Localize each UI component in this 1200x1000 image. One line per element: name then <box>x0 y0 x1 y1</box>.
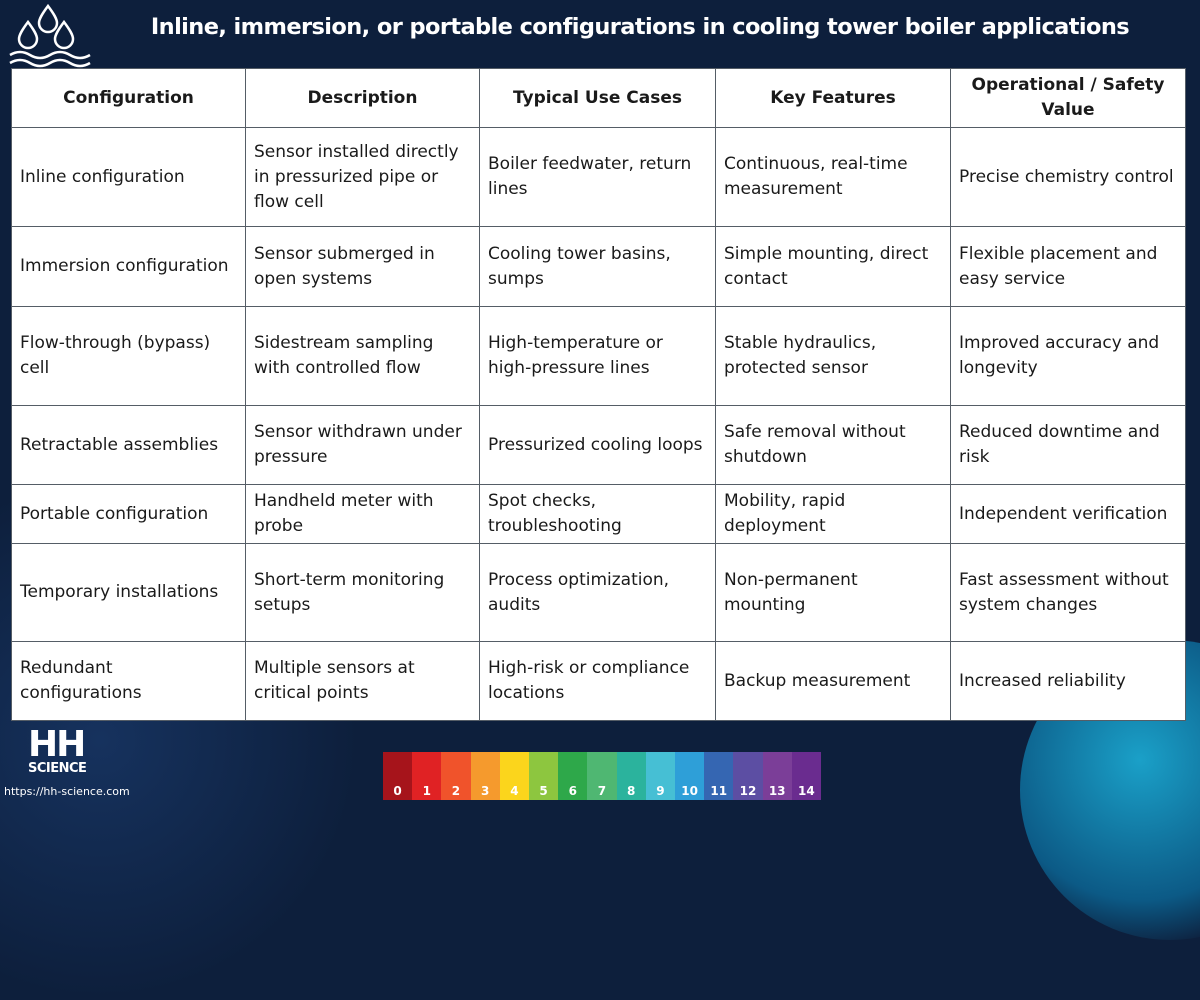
ph-scale-label: 9 <box>656 784 665 798</box>
column-header: Operational / Safety Value <box>951 69 1186 128</box>
ph-scale-label: 1 <box>422 784 431 798</box>
table-cell: Improved accuracy and longevity <box>951 307 1186 406</box>
table-cell: Flow-through (bypass) cell <box>12 307 246 406</box>
ph-scale-label: 4 <box>510 784 519 798</box>
table-cell: Retractable assemblies <box>12 406 246 485</box>
table-cell: Backup measurement <box>716 642 951 721</box>
ph-scale-swatch <box>500 752 529 800</box>
ph-scale-swatch <box>383 752 412 800</box>
configurations-table <box>11 68 1186 721</box>
ph-scale-label: 13 <box>768 784 786 798</box>
table-cell: Simple mounting, direct contact <box>716 227 951 307</box>
table-cell: Pressurized cooling loops <box>480 406 716 485</box>
table-cell: Cooling tower basins, sumps <box>480 227 716 307</box>
brand-logo-text: HH <box>28 724 85 765</box>
ph-scale-swatch <box>587 752 616 800</box>
ph-scale-swatch <box>646 752 675 800</box>
table-cell: Reduced downtime and risk <box>951 406 1186 485</box>
ph-scale-bar <box>383 752 821 800</box>
table-cell: Mobility, rapid deployment <box>716 485 951 544</box>
table-row <box>12 544 1186 642</box>
table-cell: Multiple sensors at critical points <box>246 642 480 721</box>
table-cell: Stable hydraulics, protected sensor <box>716 307 951 406</box>
column-header: Configuration <box>12 69 246 128</box>
column-header: Description <box>246 69 480 128</box>
website-url: https://hh-science.com <box>4 785 130 798</box>
column-header: Key Features <box>716 69 951 128</box>
table-cell: Boiler feedwater, return lines <box>480 128 716 227</box>
ph-scale-swatch <box>675 752 704 800</box>
ph-scale-label: 10 <box>681 784 698 798</box>
ph-scale-label: 11 <box>710 784 728 798</box>
ph-scale-label: 3 <box>481 784 490 798</box>
table-cell: Continuous, real-time measurement <box>716 128 951 227</box>
table-cell: Precise chemistry control <box>951 128 1186 227</box>
table-cell: Sensor installed directly in pressurized pipe or flow cell <box>246 128 480 227</box>
table-cell: Fast assessment without system changes <box>951 544 1186 642</box>
ph-scale-label: 0 <box>393 784 402 798</box>
table-cell: Non-permanent mounting <box>716 544 951 642</box>
page-title: Inline, immersion, or portable configurations in cooling tower boiler applications <box>150 14 1130 40</box>
ph-scale-label: 7 <box>597 784 607 798</box>
table-cell: Safe removal without shutdown <box>716 406 951 485</box>
brand-logo-subtext: SCIENCE <box>28 761 87 776</box>
ph-scale-swatch <box>471 752 500 800</box>
table-cell: Handheld meter with probe <box>246 485 480 544</box>
ph-scale-label: 6 <box>568 784 577 798</box>
brand-logo <box>28 724 98 776</box>
table-cell: Process optimization, audits <box>480 544 716 642</box>
table-header-row <box>12 69 1186 128</box>
ph-scale-swatch <box>763 752 792 800</box>
column-header: Typical Use Cases <box>480 69 716 128</box>
table-row <box>12 307 1186 406</box>
ph-scale-swatch <box>412 752 441 800</box>
table-row <box>12 128 1186 227</box>
table-cell: Redundant configurations <box>12 642 246 721</box>
ph-scale-label: 14 <box>798 784 815 798</box>
table-cell: Sidestream sampling with controlled flow <box>246 307 480 406</box>
ph-scale-swatch <box>617 752 646 800</box>
table-cell: High-temperature or high-pressure lines <box>480 307 716 406</box>
ph-scale-swatch <box>558 752 587 800</box>
table-cell: Increased reliability <box>951 642 1186 721</box>
ph-scale-swatch <box>704 752 733 800</box>
table-row <box>12 642 1186 721</box>
ph-scale-label: 12 <box>739 784 757 798</box>
water-drops-icon <box>6 2 106 68</box>
table-cell: Flexible placement and easy service <box>951 227 1186 307</box>
ph-scale-swatch <box>529 752 558 800</box>
table-cell: Temporary installations <box>12 544 246 642</box>
table-cell: Immersion configuration <box>12 227 246 307</box>
ph-scale-label: 2 <box>451 784 461 798</box>
table-row <box>12 485 1186 544</box>
table-cell: Independent verification <box>951 485 1186 544</box>
table-cell: High-risk or compliance locations <box>480 642 716 721</box>
table-cell: Short-term monitoring setups <box>246 544 480 642</box>
ph-scale-swatch <box>441 752 470 800</box>
ph-scale-label: 5 <box>539 784 548 798</box>
table-row <box>12 406 1186 485</box>
table-cell: Portable configuration <box>12 485 246 544</box>
ph-scale-swatch <box>792 752 821 800</box>
table-row <box>12 227 1186 307</box>
table-cell: Inline configuration <box>12 128 246 227</box>
table-cell: Spot checks, troubleshooting <box>480 485 716 544</box>
table-cell: Sensor withdrawn under pressure <box>246 406 480 485</box>
ph-scale-swatch <box>733 752 762 800</box>
ph-scale-label: 8 <box>627 784 636 798</box>
table-cell: Sensor submerged in open systems <box>246 227 480 307</box>
